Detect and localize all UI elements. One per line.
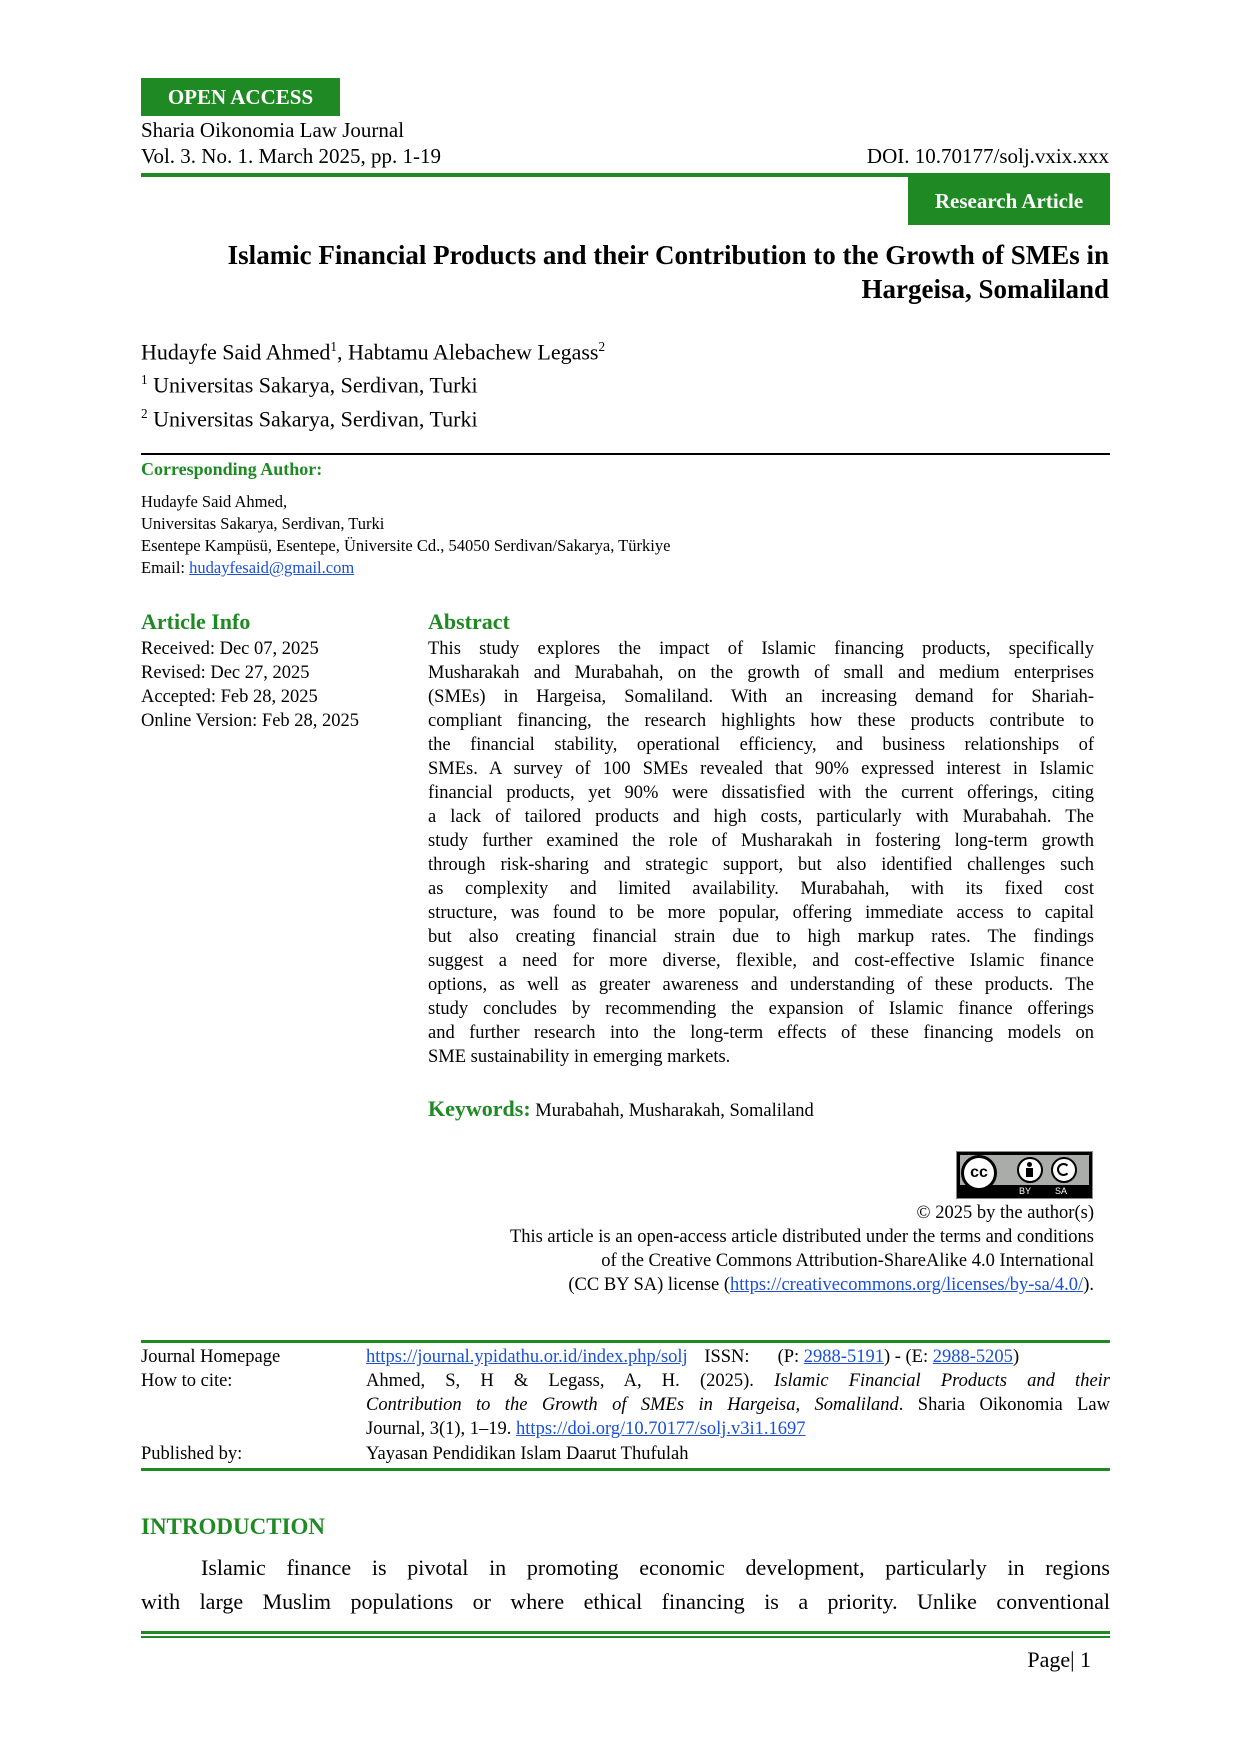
homepage-link[interactable]: https://journal.ypidathu.or.id/index.php/solj	[366, 1347, 688, 1367]
intro-line-2	[141, 1585, 1110, 1619]
author-sep: ,	[337, 339, 348, 365]
cite-italic-1: Islamic Financial Products and their	[774, 1371, 1110, 1391]
abstract-line: through risk-sharing and strategic support, but also identified challenges such	[428, 855, 1094, 875]
abstract-line: suggest a need for more diverse, flexible, and cost-effective Islamic finance	[428, 951, 1094, 971]
keywords-label: Keywords:	[428, 1096, 531, 1121]
abstract-line: options, as well as greater awareness and understanding of these products. The	[428, 975, 1094, 995]
page-footer-rule-2	[141, 1636, 1110, 1638]
author-2: Habtamu Alebachew Legass	[348, 339, 599, 365]
introduction-body	[141, 1551, 1110, 1619]
cite-line3-pre: Journal, 3(1), 1–19.	[366, 1419, 517, 1439]
abstract-line: structure, was found to be more popular, offering immediate access to capital	[428, 903, 1094, 923]
abstract-line: a lack of tailored products and high costs, particularly with Murabahah. The	[428, 807, 1094, 827]
abstract-line: the financial stability, operational efficiency, and business relationships of	[428, 735, 1094, 755]
abstract-line: Musharakah and Murabahah, on the growth of small and medium enterprises	[428, 663, 1094, 683]
article-type-label: Research Article	[934, 189, 1084, 213]
affiliation-2	[141, 400, 605, 433]
cc-license-badge[interactable]	[956, 1151, 1093, 1199]
keywords-line	[428, 1095, 814, 1126]
aff2-text: Universitas Sakarya, Serdivan, Turki	[147, 405, 478, 431]
corresponding-name: Hudayfe Said Ahmed,	[141, 492, 288, 511]
abstract-line: This study explores the impact of Islamic financing products, specifically	[428, 639, 1094, 659]
abstract-line: (SMEs) in Hargeisa, Somaliland. With an increasing demand for Shariah-	[428, 687, 1094, 707]
homepage-label: Journal Homepage	[141, 1347, 281, 1367]
homepage-row	[366, 1345, 1019, 1369]
abstract-line: study concludes by recommending the expansion of Islamic finance offerings	[428, 999, 1094, 1019]
license-link[interactable]: https://creativecommons.org/licenses/by-sa/4.0/	[730, 1275, 1084, 1295]
license-line-3-post: ).	[1083, 1275, 1094, 1295]
issn-print-link[interactable]: 2988-5191	[803, 1347, 884, 1367]
corresponding-email-line	[141, 557, 670, 579]
page-footer-rule-1	[141, 1631, 1110, 1634]
abstract-line: but also creating financial strain due to high markup rates. The findings	[428, 927, 1094, 947]
email-label: Email:	[141, 558, 190, 577]
publisher-label: Published by:	[141, 1444, 243, 1464]
affiliation-1	[141, 366, 605, 399]
license-line-2: of the Creative Commons Attribution-ShareAlike 4.0 International	[601, 1251, 1094, 1271]
page-label: Page|	[1027, 1647, 1080, 1672]
paper-title	[140, 238, 1109, 306]
volume-info: Vol. 3. No. 1. March 2025, pp. 1-19	[141, 144, 442, 168]
citation	[366, 1369, 1110, 1441]
received-date: Received: Dec 07, 2025	[141, 639, 319, 659]
license-line-3	[510, 1273, 1094, 1297]
issn-post: )	[1012, 1347, 1020, 1367]
abstract-line: and further research into the long-term effects of these financing models on	[428, 1023, 1094, 1043]
intro-line-2-text: with large Muslim populations or where ethical financing is a priority. Unlike conventional	[141, 1589, 1110, 1614]
corresponding-rule	[141, 453, 1110, 455]
email-link[interactable]: hudayfesaid@gmail.com	[189, 558, 355, 577]
article-info-heading: Article Info	[141, 609, 251, 634]
citation-line-1	[366, 1369, 1110, 1393]
aff1-text: Universitas Sakarya, Serdivan, Turki	[147, 372, 478, 398]
open-access-badge	[141, 78, 340, 116]
cc-text: cc	[970, 1164, 988, 1181]
author-1: Hudayfe Said Ahmed	[141, 339, 331, 365]
keywords-text: Murabahah, Musharakah, Somaliland	[530, 1101, 814, 1121]
intro-line-1	[141, 1551, 1110, 1585]
online-date: Online Version: Feb 28, 2025	[141, 711, 360, 731]
aff1-sup: 1	[141, 372, 148, 388]
accepted-date: Accepted: Feb 28, 2025	[141, 687, 318, 707]
author-line	[141, 333, 605, 366]
citation-line-3	[366, 1417, 1110, 1441]
cite-post-2: . Sharia Oikonomia Law	[898, 1395, 1111, 1415]
authors	[141, 333, 605, 433]
intro-line-1-text: Islamic finance is pivotal in promoting economic development, particularly in regions	[201, 1555, 1110, 1580]
issn-label: ISSN:	[704, 1347, 750, 1367]
introduction-heading: INTRODUCTION	[141, 1514, 326, 1539]
share-alike-icon	[1051, 1157, 1077, 1183]
issn-mid: ) - (E:	[883, 1347, 933, 1367]
footer-table-bottom-rule	[141, 1468, 1110, 1471]
license-line-3-pre: (CC BY SA) license (	[568, 1275, 731, 1295]
journal-name: Sharia Oikonomia Law Journal	[141, 118, 405, 142]
article-type-badge	[908, 177, 1110, 225]
abstract-line: financial products, yet 90% were dissatisfied with the current offerings, citing	[428, 783, 1094, 803]
citation-line-2	[366, 1393, 1110, 1417]
corresponding-address: Esentepe Kampüsü, Esentepe, Üniversite Cd., 54050 Serdivan/Sakarya, Türkiye	[141, 536, 671, 555]
sa-label: SA	[1055, 1186, 1068, 1196]
abstract-line: study further examined the role of Musharakah in fostering long-term growth	[428, 831, 1094, 851]
cc-icon	[961, 1155, 997, 1191]
aff2-sup: 2	[141, 405, 148, 421]
corresponding-heading: Corresponding Author:	[141, 459, 323, 479]
open-access-label: OPEN ACCESS	[167, 85, 314, 109]
attribution-icon	[1017, 1157, 1043, 1183]
page-number-value: 1	[1080, 1647, 1091, 1672]
abstract-line: as complexity and limited availability. Murabahah, with its fixed cost	[428, 879, 1094, 899]
revised-date: Revised: Dec 27, 2025	[141, 663, 310, 683]
cite-label: How to cite:	[141, 1371, 233, 1391]
by-label: BY	[1019, 1186, 1032, 1196]
author-1-sup: 1	[330, 339, 337, 354]
abstract-line: SMEs. A survey of 100 SMEs revealed that 90% expressed interest in Islamic	[428, 759, 1094, 779]
footer-table-top-rule	[141, 1340, 1110, 1343]
citation-doi-link[interactable]: https://doi.org/10.70177/solj.v3i1.1697	[516, 1419, 806, 1439]
license-line-1: This article is an open-access article distributed under the terms and conditions	[509, 1227, 1094, 1247]
doi: DOI. 10.70177/solj.vxix.xxx	[866, 144, 1109, 168]
cite-pre: Ahmed, S, H & Legass, A, H. (2025).	[366, 1371, 775, 1391]
page-number	[1027, 1647, 1091, 1673]
abstract-body	[428, 637, 1094, 1069]
abstract-heading: Abstract	[428, 609, 510, 634]
abstract-line: SME sustainability in emerging markets.	[428, 1047, 731, 1067]
issn-electronic-link[interactable]: 2988-5205	[932, 1347, 1013, 1367]
license-text	[510, 1201, 1094, 1297]
abstract-line: compliant financing, the research highlights how these products contribute to	[428, 711, 1094, 731]
cite-italic-2: Contribution to the Growth of SMEs in Hargeisa, Somaliland	[366, 1395, 899, 1415]
title-line-2: Hargeisa, Somaliland	[861, 274, 1109, 304]
author-2-sup: 2	[598, 339, 606, 354]
copyright: © 2025 by the author(s)	[916, 1203, 1094, 1223]
issn-p-pre: (P:	[777, 1347, 804, 1367]
corresponding-details	[141, 491, 670, 579]
publisher-name: Yayasan Pendidikan Islam Daarut Thufulah	[366, 1444, 689, 1464]
title-line-1: Islamic Financial Products and their Contribution to the Growth of SMEs in	[227, 240, 1109, 270]
article-info-dates	[141, 637, 359, 733]
corresponding-affiliation: Universitas Sakarya, Serdivan, Turki	[141, 514, 385, 533]
